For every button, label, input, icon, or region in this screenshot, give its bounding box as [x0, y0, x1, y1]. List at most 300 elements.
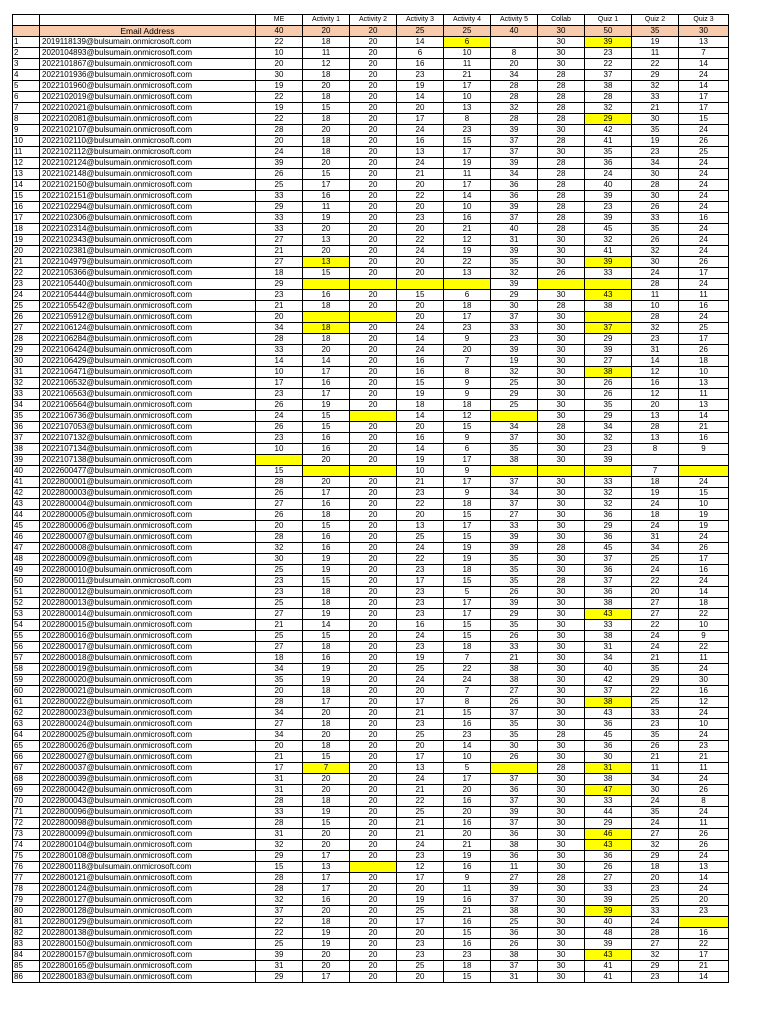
- score-cell-activity-1[interactable]: 17: [303, 180, 350, 191]
- row-number-cell[interactable]: 67: [13, 763, 40, 774]
- score-cell-activity-5[interactable]: 25: [491, 917, 538, 928]
- score-cell-quiz-1[interactable]: 43: [585, 609, 632, 620]
- score-cell-quiz-1[interactable]: 45: [585, 730, 632, 741]
- score-cell-collab[interactable]: 30: [538, 521, 585, 532]
- score-cell-activity-1[interactable]: 18: [303, 136, 350, 147]
- score-cell-quiz-1[interactable]: 31: [585, 642, 632, 653]
- score-cell-me[interactable]: 21: [256, 752, 303, 763]
- score-cell-activity-2[interactable]: 20: [350, 576, 397, 587]
- email-cell[interactable]: 2022106471@bulsumain.onmicrosoft.com: [40, 367, 256, 378]
- score-cell-quiz-3[interactable]: 26: [679, 785, 729, 796]
- score-cell-activity-5[interactable]: 39: [491, 532, 538, 543]
- score-cell-collab[interactable]: 30: [538, 829, 585, 840]
- score-cell-collab[interactable]: 28: [538, 422, 585, 433]
- score-cell-activity-5[interactable]: 28: [491, 92, 538, 103]
- column-header-activity-4[interactable]: Activity 4: [444, 15, 491, 26]
- score-cell-activity-5[interactable]: 35: [491, 565, 538, 576]
- score-cell-activity-5[interactable]: 34: [491, 422, 538, 433]
- column-header-activity-1[interactable]: Activity 1: [303, 15, 350, 26]
- score-cell-activity-3[interactable]: 25: [397, 807, 444, 818]
- score-cell-quiz-2[interactable]: 30: [632, 257, 679, 268]
- score-cell-activity-2[interactable]: 20: [350, 785, 397, 796]
- score-cell-activity-5[interactable]: 37: [491, 774, 538, 785]
- score-cell-quiz-2[interactable]: 25: [632, 697, 679, 708]
- score-cell-quiz-3[interactable]: 10: [679, 620, 729, 631]
- score-cell-activity-4[interactable]: 5: [444, 763, 491, 774]
- score-cell-quiz-3[interactable]: 17: [679, 334, 729, 345]
- email-cell[interactable]: 2022800165@bulsumain.onmicrosoft.com: [40, 961, 256, 972]
- email-cell[interactable]: 2022800023@bulsumain.onmicrosoft.com: [40, 708, 256, 719]
- score-cell-activity-1[interactable]: 17: [303, 488, 350, 499]
- score-cell-quiz-2[interactable]: 23: [632, 884, 679, 895]
- column-header-quiz-1[interactable]: Quiz 1: [585, 15, 632, 26]
- score-cell-collab[interactable]: 30: [538, 851, 585, 862]
- score-cell-activity-5[interactable]: 32: [491, 103, 538, 114]
- score-cell-me[interactable]: 25: [256, 939, 303, 950]
- score-cell-quiz-3[interactable]: 24: [679, 180, 729, 191]
- score-cell-activity-2[interactable]: 20: [350, 147, 397, 158]
- score-cell-activity-4[interactable]: 10: [444, 752, 491, 763]
- score-cell-activity-5[interactable]: 31: [491, 972, 538, 983]
- email-cell[interactable]: 2022800138@bulsumain.onmicrosoft.com: [40, 928, 256, 939]
- score-cell-activity-4[interactable]: 19: [444, 246, 491, 257]
- score-cell-quiz-2[interactable]: 29: [632, 961, 679, 972]
- score-cell-collab[interactable]: 30: [538, 587, 585, 598]
- score-cell-collab[interactable]: 30: [538, 554, 585, 565]
- score-cell-activity-4[interactable]: 6: [444, 290, 491, 301]
- score-cell-quiz-3[interactable]: 11: [679, 818, 729, 829]
- score-cell-quiz-3[interactable]: 24: [679, 851, 729, 862]
- row-number-cell[interactable]: 14: [13, 180, 40, 191]
- score-cell-me[interactable]: 22: [256, 928, 303, 939]
- score-cell-quiz-2[interactable]: 33: [632, 213, 679, 224]
- score-cell-activity-3[interactable]: 19: [397, 653, 444, 664]
- score-cell-quiz-1[interactable]: 42: [585, 675, 632, 686]
- score-cell-collab[interactable]: [538, 466, 585, 477]
- score-cell-collab[interactable]: [538, 279, 585, 290]
- score-cell-quiz-1[interactable]: 29: [585, 411, 632, 422]
- score-cell-quiz-3[interactable]: 24: [679, 169, 729, 180]
- score-cell-quiz-3[interactable]: 24: [679, 125, 729, 136]
- score-cell-activity-3[interactable]: 22: [397, 796, 444, 807]
- score-cell-activity-3[interactable]: 14: [397, 37, 444, 48]
- score-cell-quiz-3[interactable]: 11: [679, 389, 729, 400]
- score-cell-activity-5[interactable]: 35: [491, 719, 538, 730]
- score-cell-me[interactable]: 23: [256, 433, 303, 444]
- score-cell-activity-2[interactable]: 20: [350, 114, 397, 125]
- score-cell-activity-5[interactable]: 37: [491, 312, 538, 323]
- score-cell-activity-5[interactable]: 26: [491, 939, 538, 950]
- score-cell-quiz-3[interactable]: 25: [679, 323, 729, 334]
- score-cell-quiz-2[interactable]: 28: [632, 422, 679, 433]
- score-cell-activity-1[interactable]: 15: [303, 631, 350, 642]
- score-cell-collab[interactable]: 30: [538, 950, 585, 961]
- score-cell-activity-3[interactable]: 20: [397, 301, 444, 312]
- score-cell-activity-1[interactable]: 19: [303, 609, 350, 620]
- email-cell[interactable]: 2022800020@bulsumain.onmicrosoft.com: [40, 675, 256, 686]
- email-cell[interactable]: 2020104893@bulsumain.onmicrosoft.com: [40, 48, 256, 59]
- score-cell-activity-3[interactable]: 19: [397, 895, 444, 906]
- score-cell-quiz-1[interactable]: 37: [585, 576, 632, 587]
- score-cell-collab[interactable]: 30: [538, 928, 585, 939]
- score-cell-activity-5[interactable]: 39: [491, 598, 538, 609]
- score-cell-activity-5[interactable]: 30: [491, 301, 538, 312]
- score-cell-quiz-3[interactable]: 21: [679, 752, 729, 763]
- row-number-cell[interactable]: 73: [13, 829, 40, 840]
- score-cell-activity-4[interactable]: 18: [444, 961, 491, 972]
- score-cell-activity-4[interactable]: 17: [444, 477, 491, 488]
- score-cell-activity-2[interactable]: 20: [350, 664, 397, 675]
- row-number-cell[interactable]: 3: [13, 59, 40, 70]
- score-cell-activity-4[interactable]: 15: [444, 708, 491, 719]
- email-cell[interactable]: 2022105912@bulsumain.onmicrosoft.com: [40, 312, 256, 323]
- score-cell-quiz-3[interactable]: 11: [679, 290, 729, 301]
- score-cell-me[interactable]: [256, 455, 303, 466]
- score-cell-activity-4[interactable]: 15: [444, 510, 491, 521]
- score-cell-activity-1[interactable]: 13: [303, 235, 350, 246]
- max-score-cell[interactable]: 40: [491, 26, 538, 37]
- row-number-cell[interactable]: 42: [13, 488, 40, 499]
- score-cell-activity-4[interactable]: 9: [444, 466, 491, 477]
- score-cell-activity-2[interactable]: 20: [350, 224, 397, 235]
- score-cell-collab[interactable]: 30: [538, 257, 585, 268]
- row-number-cell[interactable]: 28: [13, 334, 40, 345]
- row-number-cell[interactable]: 19: [13, 235, 40, 246]
- score-cell-activity-3[interactable]: 13: [397, 763, 444, 774]
- score-cell-activity-4[interactable]: 20: [444, 785, 491, 796]
- max-score-cell[interactable]: 20: [350, 26, 397, 37]
- score-cell-collab[interactable]: 30: [538, 664, 585, 675]
- score-cell-activity-1[interactable]: 11: [303, 202, 350, 213]
- score-cell-activity-2[interactable]: 20: [350, 477, 397, 488]
- score-cell-me[interactable]: 23: [256, 576, 303, 587]
- score-cell-activity-2[interactable]: 20: [350, 334, 397, 345]
- score-cell-activity-1[interactable]: 14: [303, 620, 350, 631]
- email-cell[interactable]: 2022106563@bulsumain.onmicrosoft.com: [40, 389, 256, 400]
- score-cell-activity-3[interactable]: 23: [397, 213, 444, 224]
- score-cell-activity-3[interactable]: 14: [397, 411, 444, 422]
- score-cell-activity-1[interactable]: 20: [303, 708, 350, 719]
- score-cell-activity-3[interactable]: 24: [397, 543, 444, 554]
- score-cell-quiz-2[interactable]: 13: [632, 411, 679, 422]
- row-number-cell[interactable]: 9: [13, 125, 40, 136]
- row-number-cell[interactable]: 20: [13, 246, 40, 257]
- row-number-cell[interactable]: 45: [13, 521, 40, 532]
- score-cell-activity-3[interactable]: 25: [397, 906, 444, 917]
- row-number-cell[interactable]: 25: [13, 301, 40, 312]
- score-cell-quiz-3[interactable]: 18: [679, 356, 729, 367]
- score-cell-quiz-1[interactable]: 36: [585, 565, 632, 576]
- score-cell-me[interactable]: 33: [256, 191, 303, 202]
- score-cell-quiz-2[interactable]: 34: [632, 543, 679, 554]
- score-cell-activity-2[interactable]: 20: [350, 378, 397, 389]
- score-cell-activity-2[interactable]: 20: [350, 268, 397, 279]
- score-cell-quiz-3[interactable]: 15: [679, 114, 729, 125]
- score-cell-quiz-2[interactable]: 20: [632, 400, 679, 411]
- score-cell-activity-3[interactable]: 23: [397, 950, 444, 961]
- score-cell-activity-4[interactable]: 10: [444, 92, 491, 103]
- row-number-cell[interactable]: 77: [13, 873, 40, 884]
- score-cell-activity-4[interactable]: 18: [444, 642, 491, 653]
- score-cell-quiz-3[interactable]: 14: [679, 587, 729, 598]
- score-cell-quiz-1[interactable]: 33: [585, 477, 632, 488]
- row-number-cell[interactable]: 54: [13, 620, 40, 631]
- score-cell-activity-3[interactable]: 16: [397, 356, 444, 367]
- score-cell-quiz-3[interactable]: 24: [679, 70, 729, 81]
- score-cell-activity-3[interactable]: 14: [397, 334, 444, 345]
- email-cell[interactable]: 2022101936@bulsumain.onmicrosoft.com: [40, 70, 256, 81]
- row-number-cell[interactable]: 27: [13, 323, 40, 334]
- score-cell-activity-5[interactable]: 21: [491, 653, 538, 664]
- score-cell-me[interactable]: 39: [256, 158, 303, 169]
- score-cell-activity-3[interactable]: 17: [397, 697, 444, 708]
- score-cell-quiz-2[interactable]: 24: [632, 642, 679, 653]
- score-cell-quiz-3[interactable]: 18: [679, 598, 729, 609]
- email-cell[interactable]: 2022800121@bulsumain.onmicrosoft.com: [40, 873, 256, 884]
- email-cell[interactable]: 2022800022@bulsumain.onmicrosoft.com: [40, 697, 256, 708]
- score-cell-activity-5[interactable]: 25: [491, 400, 538, 411]
- score-cell-activity-3[interactable]: 23: [397, 851, 444, 862]
- score-cell-activity-2[interactable]: 20: [350, 345, 397, 356]
- score-cell-me[interactable]: 28: [256, 697, 303, 708]
- score-cell-quiz-3[interactable]: 16: [679, 433, 729, 444]
- score-cell-quiz-3[interactable]: 24: [679, 807, 729, 818]
- score-cell-collab[interactable]: 30: [538, 675, 585, 686]
- score-cell-me[interactable]: 22: [256, 37, 303, 48]
- score-cell-activity-4[interactable]: 17: [444, 455, 491, 466]
- score-cell-quiz-1[interactable]: 39: [585, 906, 632, 917]
- score-cell-quiz-1[interactable]: 38: [585, 631, 632, 642]
- score-cell-activity-1[interactable]: 18: [303, 37, 350, 48]
- score-cell-quiz-1[interactable]: 33: [585, 620, 632, 631]
- score-cell-quiz-2[interactable]: 27: [632, 829, 679, 840]
- score-cell-me[interactable]: 20: [256, 312, 303, 323]
- score-cell-activity-4[interactable]: 20: [444, 807, 491, 818]
- score-cell-activity-5[interactable]: 35: [491, 620, 538, 631]
- score-cell-activity-4[interactable]: 17: [444, 312, 491, 323]
- score-cell-activity-4[interactable]: 12: [444, 235, 491, 246]
- row-number-cell[interactable]: 15: [13, 191, 40, 202]
- score-cell-activity-2[interactable]: 20: [350, 455, 397, 466]
- score-cell-collab[interactable]: 28: [538, 224, 585, 235]
- row-number-cell[interactable]: 39: [13, 455, 40, 466]
- score-cell-activity-1[interactable]: 15: [303, 268, 350, 279]
- score-cell-quiz-2[interactable]: 24: [632, 917, 679, 928]
- score-cell-quiz-1[interactable]: 38: [585, 301, 632, 312]
- score-cell-me[interactable]: 20: [256, 59, 303, 70]
- score-cell-activity-2[interactable]: 20: [350, 290, 397, 301]
- score-cell-activity-4[interactable]: 15: [444, 972, 491, 983]
- max-score-cell[interactable]: 35: [632, 26, 679, 37]
- score-cell-collab[interactable]: 30: [538, 642, 585, 653]
- score-cell-activity-4[interactable]: 10: [444, 202, 491, 213]
- score-cell-quiz-2[interactable]: 32: [632, 840, 679, 851]
- score-cell-activity-3[interactable]: 20: [397, 268, 444, 279]
- score-cell-quiz-3[interactable]: [679, 466, 729, 477]
- score-cell-quiz-2[interactable]: 26: [632, 202, 679, 213]
- score-cell-activity-5[interactable]: 37: [491, 477, 538, 488]
- score-cell-quiz-3[interactable]: 16: [679, 301, 729, 312]
- score-cell-collab[interactable]: 30: [538, 884, 585, 895]
- score-cell-activity-5[interactable]: 28: [491, 114, 538, 125]
- score-cell-quiz-1[interactable]: 39: [585, 213, 632, 224]
- score-cell-quiz-3[interactable]: 21: [679, 961, 729, 972]
- score-cell-quiz-2[interactable]: 28: [632, 180, 679, 191]
- max-score-cell[interactable]: 25: [397, 26, 444, 37]
- score-cell-quiz-2[interactable]: 32: [632, 323, 679, 334]
- row-number-cell[interactable]: 68: [13, 774, 40, 785]
- score-cell-me[interactable]: 25: [256, 180, 303, 191]
- score-cell-collab[interactable]: 30: [538, 59, 585, 70]
- email-cell[interactable]: 2022800021@bulsumain.onmicrosoft.com: [40, 686, 256, 697]
- score-cell-quiz-1[interactable]: 27: [585, 873, 632, 884]
- score-cell-quiz-2[interactable]: 22: [632, 620, 679, 631]
- score-cell-activity-5[interactable]: 38: [491, 906, 538, 917]
- score-cell-activity-4[interactable]: 5: [444, 587, 491, 598]
- score-cell-activity-4[interactable]: 19: [444, 554, 491, 565]
- email-cell[interactable]: 2022105366@bulsumain.onmicrosoft.com: [40, 268, 256, 279]
- score-cell-quiz-3[interactable]: 12: [679, 697, 729, 708]
- score-cell-activity-2[interactable]: 20: [350, 686, 397, 697]
- score-cell-quiz-1[interactable]: 41: [585, 136, 632, 147]
- score-cell-quiz-2[interactable]: 28: [632, 279, 679, 290]
- score-cell-activity-2[interactable]: 20: [350, 818, 397, 829]
- score-cell-quiz-1[interactable]: 32: [585, 499, 632, 510]
- score-cell-quiz-3[interactable]: 24: [679, 730, 729, 741]
- score-cell-activity-4[interactable]: 18: [444, 400, 491, 411]
- score-cell-quiz-3[interactable]: 14: [679, 411, 729, 422]
- score-cell-quiz-1[interactable]: 38: [585, 367, 632, 378]
- email-cell[interactable]: 2022800157@bulsumain.onmicrosoft.com: [40, 950, 256, 961]
- row-number-cell[interactable]: 6: [13, 92, 40, 103]
- score-cell-quiz-2[interactable]: 22: [632, 59, 679, 70]
- score-cell-activity-2[interactable]: 20: [350, 367, 397, 378]
- score-cell-activity-5[interactable]: 38: [491, 664, 538, 675]
- email-cell[interactable]: 2022800003@bulsumain.onmicrosoft.com: [40, 488, 256, 499]
- column-header[interactable]: [13, 15, 40, 26]
- score-cell-quiz-1[interactable]: [585, 279, 632, 290]
- email-cell[interactable]: 2022800124@bulsumain.onmicrosoft.com: [40, 884, 256, 895]
- score-cell-quiz-1[interactable]: 36: [585, 741, 632, 752]
- score-cell-activity-3[interactable]: 22: [397, 191, 444, 202]
- score-cell-activity-1[interactable]: 12: [303, 59, 350, 70]
- score-cell-collab[interactable]: 30: [538, 246, 585, 257]
- column-header-collab[interactable]: Collab: [538, 15, 585, 26]
- score-cell-activity-2[interactable]: 20: [350, 719, 397, 730]
- score-cell-quiz-1[interactable]: 32: [585, 103, 632, 114]
- email-cell[interactable]: 2022800008@bulsumain.onmicrosoft.com: [40, 543, 256, 554]
- score-cell-collab[interactable]: 30: [538, 312, 585, 323]
- row-number-cell[interactable]: 17: [13, 213, 40, 224]
- score-cell-collab[interactable]: 30: [538, 719, 585, 730]
- score-cell-activity-5[interactable]: 23: [491, 334, 538, 345]
- row-number-cell[interactable]: 36: [13, 422, 40, 433]
- score-cell-quiz-1[interactable]: 47: [585, 785, 632, 796]
- score-cell-collab[interactable]: 28: [538, 191, 585, 202]
- score-cell-activity-2[interactable]: 20: [350, 763, 397, 774]
- score-cell-collab[interactable]: 30: [538, 631, 585, 642]
- score-cell-me[interactable]: 29: [256, 851, 303, 862]
- score-cell-activity-2[interactable]: 20: [350, 950, 397, 961]
- score-cell-activity-3[interactable]: 24: [397, 345, 444, 356]
- email-cell[interactable]: 2022800014@bulsumain.onmicrosoft.com: [40, 609, 256, 620]
- score-cell-me[interactable]: 31: [256, 961, 303, 972]
- score-cell-activity-1[interactable]: 15: [303, 818, 350, 829]
- score-cell-quiz-1[interactable]: 32: [585, 433, 632, 444]
- score-cell-activity-2[interactable]: 20: [350, 180, 397, 191]
- score-cell-quiz-3[interactable]: 14: [679, 59, 729, 70]
- score-cell-activity-2[interactable]: 20: [350, 554, 397, 565]
- score-cell-quiz-3[interactable]: 24: [679, 158, 729, 169]
- score-cell-activity-3[interactable]: 20: [397, 224, 444, 235]
- score-cell-activity-2[interactable]: 20: [350, 356, 397, 367]
- score-cell-activity-2[interactable]: 20: [350, 840, 397, 851]
- score-cell-collab[interactable]: 30: [538, 741, 585, 752]
- score-cell-quiz-1[interactable]: 48: [585, 928, 632, 939]
- score-cell-quiz-1[interactable]: 39: [585, 191, 632, 202]
- row-number-cell[interactable]: 83: [13, 939, 40, 950]
- score-cell-activity-4[interactable]: 11: [444, 59, 491, 70]
- score-cell-quiz-2[interactable]: 7: [632, 466, 679, 477]
- score-cell-activity-3[interactable]: 22: [397, 499, 444, 510]
- score-cell-activity-5[interactable]: 37: [491, 433, 538, 444]
- score-cell-activity-1[interactable]: 7: [303, 763, 350, 774]
- score-cell-quiz-3[interactable]: 11: [679, 763, 729, 774]
- score-cell-activity-4[interactable]: 17: [444, 521, 491, 532]
- score-cell-activity-3[interactable]: 20: [397, 312, 444, 323]
- score-cell-activity-2[interactable]: 20: [350, 741, 397, 752]
- email-cell[interactable]: 2022800012@bulsumain.onmicrosoft.com: [40, 587, 256, 598]
- score-cell-activity-2[interactable]: 20: [350, 103, 397, 114]
- row-number-cell[interactable]: 4: [13, 70, 40, 81]
- row-number-cell[interactable]: 30: [13, 356, 40, 367]
- score-cell-activity-2[interactable]: 20: [350, 796, 397, 807]
- score-cell-collab[interactable]: 28: [538, 730, 585, 741]
- score-cell-activity-2[interactable]: 20: [350, 323, 397, 334]
- score-cell-activity-1[interactable]: 20: [303, 829, 350, 840]
- score-cell-activity-4[interactable]: 8: [444, 114, 491, 125]
- max-score-cell[interactable]: 50: [585, 26, 632, 37]
- score-cell-activity-5[interactable]: 28: [491, 81, 538, 92]
- score-cell-activity-4[interactable]: 21: [444, 840, 491, 851]
- score-cell-collab[interactable]: 28: [538, 543, 585, 554]
- score-cell-quiz-3[interactable]: 22: [679, 642, 729, 653]
- score-cell-activity-1[interactable]: 16: [303, 895, 350, 906]
- score-cell-activity-3[interactable]: 23: [397, 598, 444, 609]
- score-cell-activity-1[interactable]: 16: [303, 532, 350, 543]
- email-cell[interactable]: 2022102107@bulsumain.onmicrosoft.com: [40, 125, 256, 136]
- email-cell[interactable]: 2022102381@bulsumain.onmicrosoft.com: [40, 246, 256, 257]
- email-cell[interactable]: 2022107138@bulsumain.onmicrosoft.com: [40, 455, 256, 466]
- score-cell-activity-5[interactable]: [491, 37, 538, 48]
- score-cell-me[interactable]: 22: [256, 114, 303, 125]
- score-cell-me[interactable]: 23: [256, 587, 303, 598]
- score-cell-quiz-2[interactable]: 22: [632, 686, 679, 697]
- score-cell-quiz-2[interactable]: 32: [632, 246, 679, 257]
- score-cell-collab[interactable]: 28: [538, 873, 585, 884]
- score-cell-activity-4[interactable]: 9: [444, 334, 491, 345]
- score-cell-quiz-2[interactable]: 29: [632, 851, 679, 862]
- score-cell-me[interactable]: 33: [256, 807, 303, 818]
- score-cell-activity-5[interactable]: [491, 763, 538, 774]
- score-cell-activity-3[interactable]: 20: [397, 928, 444, 939]
- score-cell-quiz-1[interactable]: 38: [585, 697, 632, 708]
- score-cell-activity-1[interactable]: [303, 312, 350, 323]
- score-cell-quiz-3[interactable]: 23: [679, 741, 729, 752]
- score-cell-me[interactable]: 28: [256, 477, 303, 488]
- score-cell-quiz-1[interactable]: 39: [585, 257, 632, 268]
- score-cell-activity-4[interactable]: 17: [444, 180, 491, 191]
